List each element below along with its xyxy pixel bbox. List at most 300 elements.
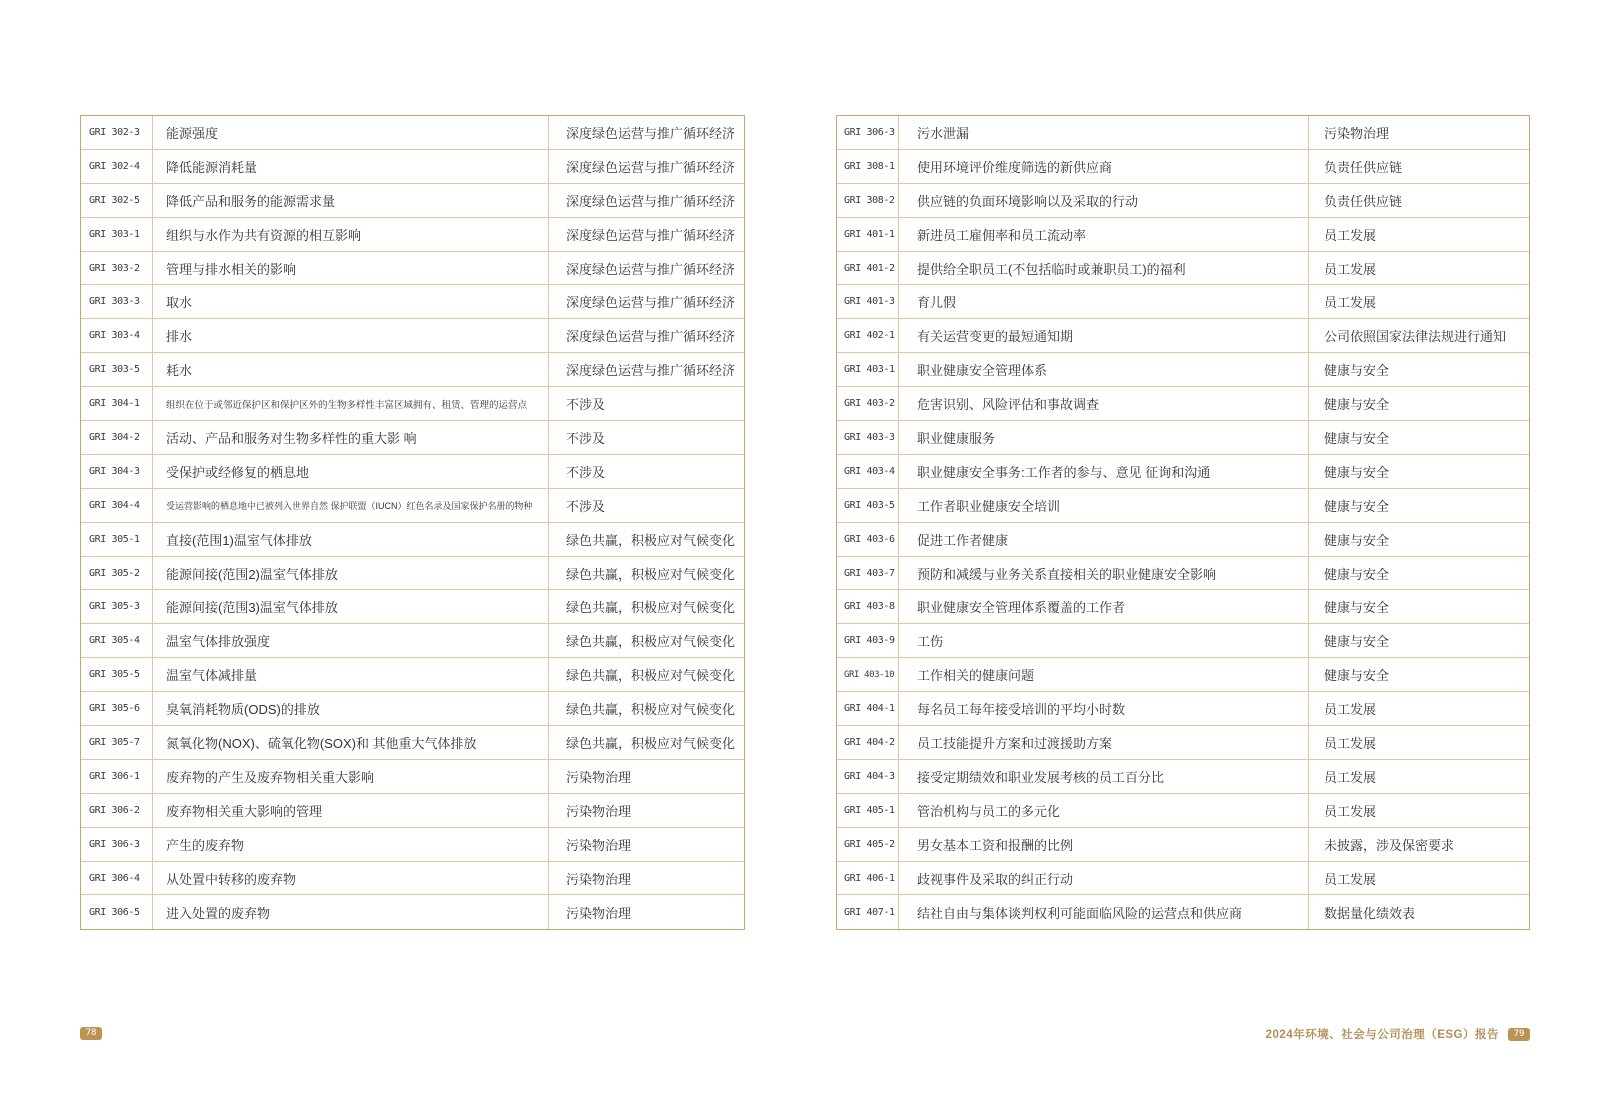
- table-row: [837, 794, 1529, 828]
- disclosure-title-cell-text: 直接(范围1)温室气体排放: [166, 532, 312, 548]
- table-row: [81, 624, 744, 658]
- gri-code-cell: [81, 116, 153, 149]
- section-reference-cell-text: 深度绿色运营与推广循环经济: [566, 261, 736, 277]
- table-row: [837, 557, 1529, 591]
- gri-code-cell-text: GRI 403-9: [844, 635, 895, 647]
- table-row: [81, 252, 744, 286]
- gri-code-cell: [81, 252, 153, 285]
- section-reference-cell-text: 健康与安全: [1324, 600, 1390, 616]
- disclosure-title-cell: [153, 557, 549, 590]
- gri-code-cell: [81, 862, 153, 895]
- gri-code-cell-text: GRI 403-10: [844, 669, 895, 680]
- gri-code-cell: [81, 387, 153, 420]
- disclosure-title-cell: [153, 116, 549, 149]
- table-row: [837, 353, 1529, 387]
- gri-code-cell: [81, 184, 153, 217]
- gri-code-cell-text: GRI 404-3: [844, 770, 895, 782]
- gri-code-cell-text: GRI 405-1: [844, 804, 895, 816]
- disclosure-title-cell-text: 新进员工雇佣率和员工流动率: [917, 227, 1087, 243]
- table-row: [837, 116, 1529, 150]
- section-reference-cell: [1309, 590, 1529, 623]
- gri-code-cell-text: GRI 303-1: [89, 228, 140, 240]
- gri-code-cell: [837, 794, 899, 827]
- disclosure-title-cell: [899, 828, 1309, 861]
- gri-code-cell-text: GRI 305-4: [89, 635, 140, 647]
- table-row: [837, 624, 1529, 658]
- gri-code-cell-text: GRI 305-5: [89, 669, 140, 681]
- gri-code-cell-text: GRI 305-2: [89, 567, 140, 579]
- disclosure-title-cell: [899, 218, 1309, 251]
- gri-content-index-table-left: [80, 115, 745, 930]
- table-row: [837, 285, 1529, 319]
- section-reference-cell: [1309, 726, 1529, 759]
- table-row: [837, 692, 1529, 726]
- gri-code-cell: [81, 624, 153, 657]
- section-reference-cell: [549, 353, 744, 386]
- section-reference-cell: [1309, 421, 1529, 454]
- section-reference-cell: [549, 285, 744, 318]
- gri-code-cell: [81, 523, 153, 556]
- section-reference-cell: [549, 489, 744, 522]
- section-reference-cell-text: 不涉及: [566, 498, 606, 514]
- disclosure-title-cell-text: 组织在位于或邻近保护区和保护区外的生物多样性丰富区域拥有、租赁、管理的运营点: [166, 399, 528, 411]
- disclosure-title-cell: [153, 828, 549, 861]
- table-row: [81, 489, 744, 523]
- gri-code-cell-text: GRI 305-1: [89, 533, 140, 545]
- section-reference-cell: [1309, 523, 1529, 556]
- section-reference-cell-text: 绿色共赢，积极应对气候变化: [566, 532, 736, 548]
- gri-code-cell-text: GRI 407-1: [844, 906, 895, 918]
- gri-code-cell-text: GRI 306-3: [89, 838, 140, 850]
- gri-code-cell-text: GRI 403-2: [844, 398, 895, 410]
- section-reference-cell-text: 员工发展: [1324, 735, 1377, 751]
- disclosure-title-cell-text: 结社自由与集体谈判权利可能面临风险的运营点和供应商: [917, 905, 1243, 921]
- disclosure-title-cell-text: 废弃物的产生及废弃物相关重大影响: [166, 769, 375, 785]
- table-row: [81, 184, 744, 218]
- section-reference-cell: [1309, 624, 1529, 657]
- section-reference-cell-text: 污染物治理: [566, 905, 632, 921]
- disclosure-title-cell-text: 降低产品和服务的能源需求量: [166, 193, 336, 209]
- section-reference-cell: [1309, 489, 1529, 522]
- table-row: [837, 726, 1529, 760]
- gri-code-cell: [837, 421, 899, 454]
- section-reference-cell: [1309, 116, 1529, 149]
- gri-code-cell-text: GRI 306-3: [844, 126, 895, 138]
- section-reference-cell: [549, 862, 744, 895]
- disclosure-title-cell-text: 氮氧化物(NOX)、硫氧化物(SOX)和 其他重大气体排放: [166, 735, 477, 751]
- gri-code-cell: [837, 184, 899, 217]
- gri-code-cell: [837, 895, 899, 929]
- section-reference-cell: [1309, 828, 1529, 861]
- section-reference-cell-text: 不涉及: [566, 397, 606, 413]
- disclosure-title-cell: [153, 421, 549, 454]
- section-reference-cell-text: 健康与安全: [1324, 634, 1390, 650]
- section-reference-cell: [1309, 658, 1529, 691]
- section-reference-cell-text: 负责任供应链: [1324, 193, 1403, 209]
- section-reference-cell: [1309, 150, 1529, 183]
- table-row: [837, 828, 1529, 862]
- disclosure-title-cell: [153, 523, 549, 556]
- table-row: [81, 353, 744, 387]
- gri-code-cell: [837, 862, 899, 895]
- gri-code-cell-text: GRI 403-6: [844, 533, 895, 545]
- gri-code-cell-text: GRI 402-1: [844, 330, 895, 342]
- table-row: [81, 590, 744, 624]
- gri-code-cell-text: GRI 401-1: [844, 228, 895, 240]
- disclosure-title-cell: [153, 692, 549, 725]
- gri-content-index-table-right: [836, 115, 1530, 930]
- gri-code-cell: [837, 557, 899, 590]
- disclosure-title-cell-text: 工作者职业健康安全培训: [917, 498, 1061, 514]
- gri-code-cell-text: GRI 403-1: [844, 364, 895, 376]
- table-row: [837, 319, 1529, 353]
- table-row: [81, 150, 744, 184]
- section-reference-cell-text: 污染物治理: [566, 769, 632, 785]
- gri-code-cell: [837, 319, 899, 352]
- section-reference-cell: [549, 421, 744, 454]
- section-reference-cell-text: 污染物治理: [566, 803, 632, 819]
- gri-code-cell-text: GRI 304-4: [89, 499, 140, 511]
- gri-code-cell-text: GRI 304-1: [89, 398, 140, 410]
- section-reference-cell-text: 健康与安全: [1324, 363, 1390, 379]
- gri-code-cell-text: GRI 305-3: [89, 601, 140, 613]
- section-reference-cell: [1309, 862, 1529, 895]
- disclosure-title-cell: [899, 895, 1309, 929]
- disclosure-title-cell-text: 职业健康安全管理体系: [917, 363, 1048, 379]
- disclosure-title-cell-text: 男女基本工资和报酬的比例: [917, 837, 1074, 853]
- table-row: [837, 218, 1529, 252]
- gri-code-cell-text: GRI 403-3: [844, 431, 895, 443]
- table-row: [81, 760, 744, 794]
- disclosure-title-cell: [899, 319, 1309, 352]
- section-reference-cell: [1309, 760, 1529, 793]
- disclosure-title-cell-text: 废弃物相关重大影响的管理: [166, 803, 323, 819]
- disclosure-title-cell-text: 每名员工每年接受培训的平均小时数: [917, 702, 1126, 718]
- gri-code-cell-text: GRI 306-2: [89, 804, 140, 816]
- section-reference-cell-text: 员工发展: [1324, 295, 1377, 311]
- disclosure-title-cell: [899, 184, 1309, 217]
- disclosure-title-cell: [153, 150, 549, 183]
- section-reference-cell-text: 绿色共赢，积极应对气候变化: [566, 735, 736, 751]
- section-reference-cell-text: 污染物治理: [566, 871, 632, 887]
- section-reference-cell: [1309, 218, 1529, 251]
- disclosure-title-cell: [899, 387, 1309, 420]
- section-reference-cell-text: 健康与安全: [1324, 532, 1390, 548]
- table-row: [837, 658, 1529, 692]
- gri-code-cell: [837, 353, 899, 386]
- disclosure-title-cell: [153, 489, 549, 522]
- gri-code-cell-text: GRI 406-1: [844, 872, 895, 884]
- section-reference-cell-text: 健康与安全: [1324, 464, 1390, 480]
- section-reference-cell: [1309, 285, 1529, 318]
- section-reference-cell-text: 不涉及: [566, 430, 606, 446]
- gri-code-cell: [81, 557, 153, 590]
- disclosure-title-cell: [153, 319, 549, 352]
- disclosure-title-cell-text: 使用环境评价维度筛选的新供应商: [917, 159, 1113, 175]
- section-reference-cell: [549, 252, 744, 285]
- disclosure-title-cell: [899, 455, 1309, 488]
- section-reference-cell-text: 绿色共赢，积极应对气候变化: [566, 634, 736, 650]
- section-reference-cell-text: 深度绿色运营与推广循环经济: [566, 363, 736, 379]
- disclosure-title-cell-text: 排水: [166, 329, 193, 345]
- gri-code-cell: [81, 760, 153, 793]
- section-reference-cell-text: 深度绿色运营与推广循环经济: [566, 227, 736, 243]
- gri-code-cell-text: GRI 302-5: [89, 194, 140, 206]
- table-row: [837, 590, 1529, 624]
- gri-code-cell-text: GRI 404-1: [844, 703, 895, 715]
- gri-code-cell: [81, 658, 153, 691]
- disclosure-title-cell: [153, 658, 549, 691]
- disclosure-title-cell-text: 温室气体排放强度: [166, 634, 271, 650]
- section-reference-cell-text: 深度绿色运营与推广循环经济: [566, 159, 736, 175]
- section-reference-cell-text: 不涉及: [566, 464, 606, 480]
- table-row: [81, 455, 744, 489]
- disclosure-title-cell: [153, 252, 549, 285]
- table-row: [81, 319, 744, 353]
- disclosure-title-cell: [153, 862, 549, 895]
- section-reference-cell-text: 员工发展: [1324, 227, 1377, 243]
- table-row: [837, 862, 1529, 896]
- section-reference-cell: [1309, 557, 1529, 590]
- section-reference-cell-text: 健康与安全: [1324, 397, 1390, 413]
- disclosure-title-cell: [899, 150, 1309, 183]
- section-reference-cell: [549, 828, 744, 861]
- disclosure-title-cell: [899, 760, 1309, 793]
- disclosure-title-cell-text: 受保护或经修复的栖息地: [166, 464, 310, 480]
- gri-code-cell: [81, 353, 153, 386]
- disclosure-title-cell-text: 污水泄漏: [917, 125, 970, 141]
- table-row: [837, 489, 1529, 523]
- disclosure-title-cell: [153, 184, 549, 217]
- gri-code-cell: [81, 895, 153, 929]
- disclosure-title-cell: [899, 252, 1309, 285]
- disclosure-title-cell: [153, 455, 549, 488]
- disclosure-title-cell-text: 工伤: [917, 634, 944, 650]
- section-reference-cell: [1309, 387, 1529, 420]
- table-row: [81, 794, 744, 828]
- section-reference-cell-text: 绿色共赢，积极应对气候变化: [566, 668, 736, 684]
- gri-code-cell: [81, 692, 153, 725]
- gri-code-cell: [81, 455, 153, 488]
- gri-code-cell: [837, 658, 899, 691]
- disclosure-title-cell: [899, 624, 1309, 657]
- section-reference-cell-text: 污染物治理: [566, 837, 632, 853]
- section-reference-cell-text: 健康与安全: [1324, 498, 1390, 514]
- section-reference-cell: [549, 184, 744, 217]
- gri-code-cell: [837, 590, 899, 623]
- gri-code-cell: [81, 489, 153, 522]
- disclosure-title-cell-text: 能源间接(范围3)温室气体排放: [166, 600, 338, 616]
- section-reference-cell: [1309, 692, 1529, 725]
- disclosure-title-cell-text: 能源强度: [166, 125, 219, 141]
- section-reference-cell: [549, 387, 744, 420]
- table-row: [81, 421, 744, 455]
- table-row: [837, 184, 1529, 218]
- section-reference-cell: [549, 760, 744, 793]
- section-reference-cell: [549, 692, 744, 725]
- disclosure-title-cell-text: 活动、产品和服务对生物多样性的重大影 响: [166, 430, 417, 446]
- disclosure-title-cell-text: 能源间接(范围2)温室气体排放: [166, 566, 338, 582]
- gri-code-cell-text: GRI 304-3: [89, 465, 140, 477]
- table-row: [81, 895, 744, 929]
- section-reference-cell-text: 深度绿色运营与推广循环经济: [566, 295, 736, 311]
- gri-code-cell-text: GRI 303-2: [89, 262, 140, 274]
- disclosure-title-cell: [153, 624, 549, 657]
- section-reference-cell: [1309, 184, 1529, 217]
- section-reference-cell-text: 公司依照国家法律法规进行通知: [1324, 329, 1507, 345]
- gri-code-cell-text: GRI 304-2: [89, 431, 140, 443]
- table-row: [837, 252, 1529, 286]
- disclosure-title-cell: [899, 353, 1309, 386]
- section-reference-cell: [549, 726, 744, 759]
- section-reference-cell: [1309, 895, 1529, 929]
- table-row: [81, 387, 744, 421]
- section-reference-cell: [549, 658, 744, 691]
- disclosure-title-cell-text: 取水: [166, 295, 193, 311]
- section-reference-cell: [1309, 353, 1529, 386]
- disclosure-title-cell-text: 有关运营变更的最短通知期: [917, 329, 1074, 345]
- report-footer: [1266, 1026, 1530, 1042]
- disclosure-title-cell: [899, 285, 1309, 318]
- disclosure-title-cell-text: 预防和减缓与业务关系直接相关的职业健康安全影响: [917, 566, 1217, 582]
- table-row: [81, 557, 744, 591]
- table-row: [81, 862, 744, 896]
- disclosure-title-cell: [153, 353, 549, 386]
- disclosure-title-cell-text: 温室气体减排量: [166, 668, 258, 684]
- disclosure-title-cell-text: 促进工作者健康: [917, 532, 1009, 548]
- disclosure-title-cell: [153, 285, 549, 318]
- disclosure-title-cell: [153, 387, 549, 420]
- page-number-badge-right: 79: [1508, 1028, 1530, 1041]
- gri-code-cell-text: GRI 305-6: [89, 703, 140, 715]
- section-reference-cell-text: 绿色共赢，积极应对气候变化: [566, 702, 736, 718]
- gri-code-cell: [837, 760, 899, 793]
- gri-code-cell: [81, 319, 153, 352]
- gri-code-cell: [81, 590, 153, 623]
- section-reference-cell-text: 深度绿色运营与推广循环经济: [566, 125, 736, 141]
- table-row: [837, 523, 1529, 557]
- disclosure-title-cell-text: 组织与水作为共有资源的相互影响: [166, 227, 362, 243]
- disclosure-title-cell: [153, 895, 549, 929]
- gri-code-cell: [81, 218, 153, 251]
- gri-code-cell: [837, 489, 899, 522]
- disclosure-title-cell: [899, 726, 1309, 759]
- gri-code-cell-text: GRI 306-1: [89, 770, 140, 782]
- disclosure-title-cell: [899, 421, 1309, 454]
- section-reference-cell: [549, 150, 744, 183]
- disclosure-title-cell: [899, 794, 1309, 827]
- section-reference-cell: [549, 523, 744, 556]
- section-reference-cell-text: 负责任供应链: [1324, 159, 1403, 175]
- gri-code-cell: [837, 285, 899, 318]
- gri-code-cell-text: GRI 306-4: [89, 872, 140, 884]
- disclosure-title-cell-text: 耗水: [166, 363, 193, 379]
- gri-code-cell-text: GRI 401-3: [844, 296, 895, 308]
- disclosure-title-cell: [153, 760, 549, 793]
- gri-code-cell: [81, 285, 153, 318]
- gri-code-cell-text: GRI 303-4: [89, 330, 140, 342]
- gri-code-cell: [837, 624, 899, 657]
- table-row: [81, 692, 744, 726]
- disclosure-title-cell: [899, 116, 1309, 149]
- section-reference-cell-text: 未披露，涉及保密要求: [1324, 837, 1455, 853]
- gri-code-cell: [837, 218, 899, 251]
- table-row: [81, 285, 744, 319]
- gri-code-cell-text: GRI 303-5: [89, 364, 140, 376]
- section-reference-cell: [549, 895, 744, 929]
- gri-code-cell-text: GRI 404-2: [844, 736, 895, 748]
- disclosure-title-cell-text: 从处置中转移的废弃物: [166, 871, 297, 887]
- disclosure-title-cell-text: 育儿假: [917, 295, 957, 311]
- section-reference-cell-text: 健康与安全: [1324, 430, 1390, 446]
- table-row: [837, 387, 1529, 421]
- gri-code-cell-text: GRI 308-1: [844, 160, 895, 172]
- section-reference-cell: [549, 590, 744, 623]
- gri-code-cell-text: GRI 306-5: [89, 906, 140, 918]
- disclosure-title-cell-text: 员工技能提升方案和过渡援助方案: [917, 735, 1113, 751]
- disclosure-title-cell: [899, 557, 1309, 590]
- disclosure-title-cell: [899, 658, 1309, 691]
- gri-code-cell: [837, 726, 899, 759]
- section-reference-cell-text: 健康与安全: [1324, 668, 1390, 684]
- disclosure-title-cell-text: 工作相关的健康问题: [917, 668, 1035, 684]
- section-reference-cell-text: 员工发展: [1324, 769, 1377, 785]
- table-row: [81, 726, 744, 760]
- section-reference-cell-text: 绿色共赢，积极应对气候变化: [566, 600, 736, 616]
- disclosure-title-cell-text: 受运营影响的栖息地中已被列入世界自然 保护联盟（IUCN）红色名录及国家保护名册的物种: [166, 500, 533, 511]
- section-reference-cell-text: 污染物治理: [1324, 125, 1390, 141]
- gri-code-cell-text: GRI 308-2: [844, 194, 895, 206]
- table-row: [81, 116, 744, 150]
- gri-code-cell-text: GRI 302-4: [89, 160, 140, 172]
- table-row: [81, 828, 744, 862]
- gri-code-cell-text: GRI 405-2: [844, 838, 895, 850]
- disclosure-title-cell: [899, 692, 1309, 725]
- gri-code-cell: [81, 726, 153, 759]
- disclosure-title-cell-text: 降低能源消耗量: [166, 159, 258, 175]
- section-reference-cell: [1309, 794, 1529, 827]
- section-reference-cell-text: 深度绿色运营与推广循环经济: [566, 329, 736, 345]
- disclosure-title-cell: [153, 218, 549, 251]
- disclosure-title-cell: [153, 726, 549, 759]
- table-row: [81, 523, 744, 557]
- gri-code-cell-text: GRI 303-3: [89, 296, 140, 308]
- disclosure-title-cell: [153, 590, 549, 623]
- section-reference-cell-text: 数据量化绩效表: [1324, 905, 1416, 921]
- gri-code-cell-text: GRI 403-5: [844, 499, 895, 511]
- table-row: [81, 658, 744, 692]
- gri-code-cell-text: GRI 305-7: [89, 736, 140, 748]
- disclosure-title-cell: [899, 523, 1309, 556]
- gri-code-cell: [837, 692, 899, 725]
- gri-code-cell-text: GRI 401-2: [844, 262, 895, 274]
- disclosure-title-cell-text: 供应链的负面环境影响以及采取的行动: [917, 193, 1139, 209]
- disclosure-title-cell-text: 提供给全职员工(不包括临时或兼职员工)的福利: [917, 261, 1186, 277]
- disclosure-title-cell: [899, 862, 1309, 895]
- disclosure-title-cell-text: 歧视事件及采取的纠正行动: [917, 871, 1074, 887]
- disclosure-title-cell-text: 臭氧消耗物质(ODS)的排放: [166, 702, 320, 718]
- section-reference-cell-text: 绿色共赢，积极应对气候变化: [566, 566, 736, 582]
- disclosure-title-cell: [899, 590, 1309, 623]
- gri-code-cell-text: GRI 403-7: [844, 567, 895, 579]
- disclosure-title-cell-text: 危害识别、风险评估和事故调查: [917, 397, 1100, 413]
- gri-code-cell-text: GRI 403-4: [844, 465, 895, 477]
- section-reference-cell-text: 员工发展: [1324, 261, 1377, 277]
- disclosure-title-cell-text: 管理与排水相关的影响: [166, 261, 297, 277]
- page-number-badge-left: 78: [80, 1027, 102, 1040]
- disclosure-title-cell-text: 职业健康安全管理体系覆盖的工作者: [917, 600, 1126, 616]
- footer-report-title: 2024年环境、社会与公司治理（ESG）报告: [1265, 1029, 1499, 1041]
